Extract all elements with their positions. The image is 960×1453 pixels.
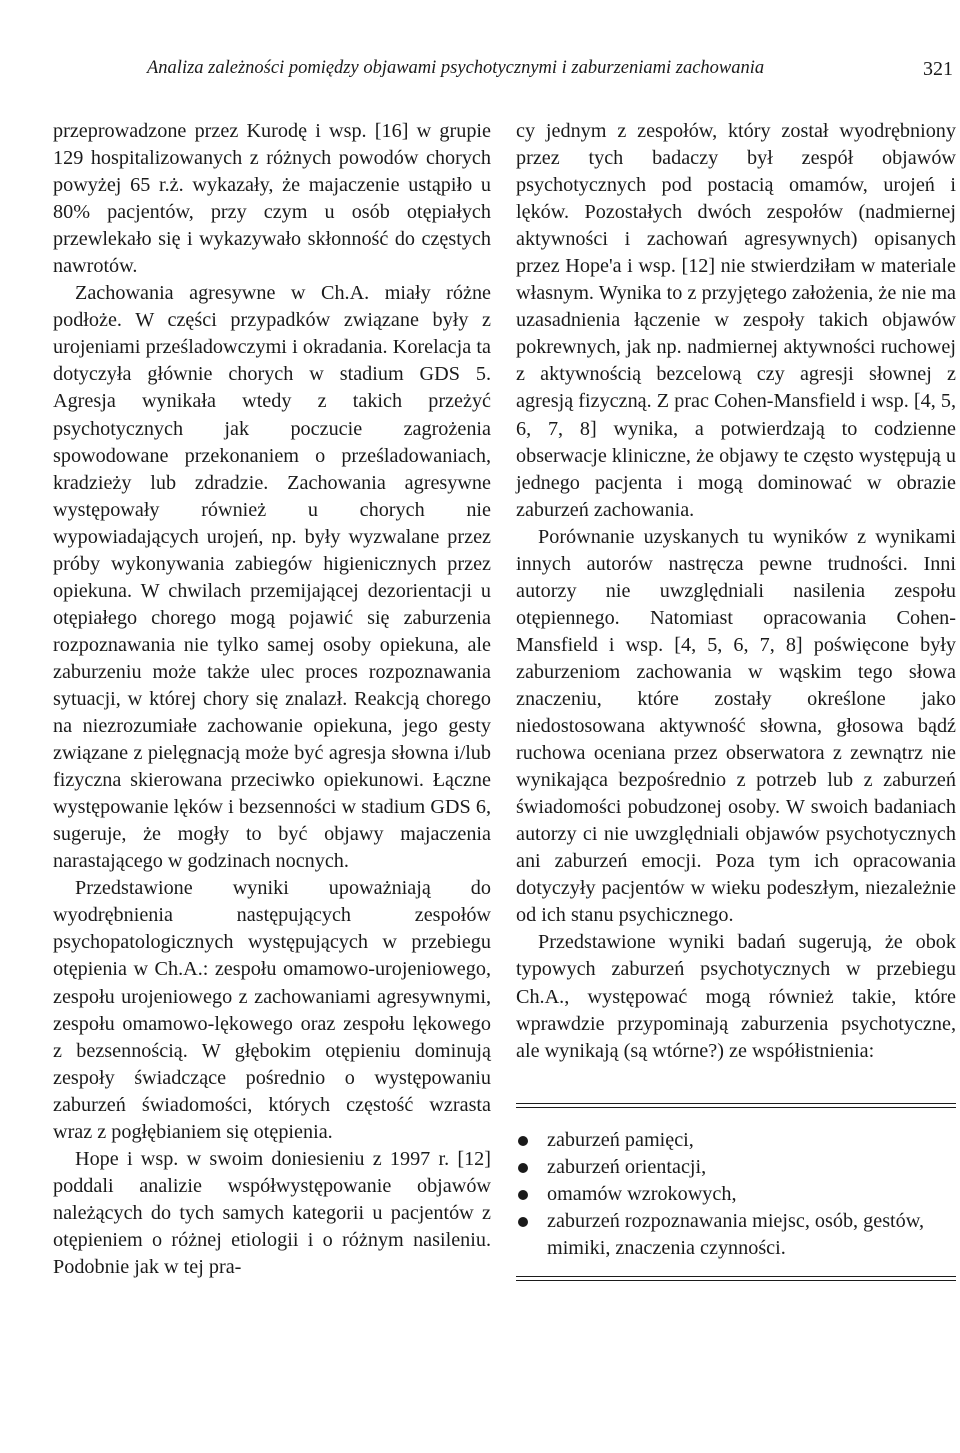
divider — [516, 1107, 956, 1108]
bullet-dot-icon — [518, 1190, 528, 1200]
paragraph-continued: cy jednym z zespołów, który został wyodrębniony przez tych badaczy był zespół objawów psychotycznych pod postacią omamów, urojeń i lęków. Pozostałych dwóch zespołów (nadmiernej aktywności i zachowań agresywnych) opisanych przez Hope'a i wsp. [12] nie stwierdziłam w materiale własnym. Wynika to z przyjętego założenia, że nie ma uzasadnienia łączenie w zespoły takich objawów pokrewnych, jak np. nadmiernej aktywności ruchowej z aktywnością bezcelową czy agresji słownej z agresją fizyczną. Z prac Cohen-Mansfield i wsp. [4, 5, 6, 7, 8] wynika, a potwierdzają to codzienne obserwacje kliniczne, że objawy te często występują u jednego pacjenta i mogą dominować w obrazie zaburzeń zachowania. — [516, 120, 956, 521]
bullet-dot-icon — [518, 1217, 528, 1227]
bullet-item — [516, 1208, 956, 1262]
paragraph: Porównanie uzyskanych tu wyników z wynikami innych autorów nastręcza pewne trudności. Inni autorzy nie uwzględniali nasilenia zespołu otępiennego. Natomiast opracowania Cohen-Mansfield i wsp. [4, 5, 6, 7, 8] poświęcone były zaburzeniom zachowania w wąskim tego słowa znaczeniu, które zostały określone jako niedostosowana aktywność słowna, głosowa bądź ruchowa oceniana przez obserwatora z zewnątrz nie wynikająca bezpośrednio z potrzeb lub z zaburzeń świadomości pobudzonej osoby. W swoich badaniach autorzy ci nie uwzględniali objawów psychotycznych ani zaburzeń emocji. Poza tym ich opracowania dotyczyły pacjentów w wieku podeszłym, niezależnie od ich stanu psychicznego. — [516, 525, 956, 927]
bullet-item — [516, 1181, 956, 1208]
bullet-item — [516, 1127, 956, 1154]
list-top-rule — [516, 1103, 956, 1108]
running-header — [0, 58, 958, 90]
page-number: 321 — [923, 58, 953, 80]
bullet-text: zaburzeń rozpoznawania miejsc, osób, gestów, mimiki, znaczenia czynności. — [547, 1209, 925, 1259]
bullet-dot-icon — [518, 1163, 528, 1173]
paragraph: Przedstawione wyniki badań sugerują, że obok typowych zaburzeń psychotycznych w przebiegu Ch.A., występować mogą również takie, które wprawdzie przypominają zaburzenia psychotyczne, ale wynikają (są wtórne?) ze współistnienia: — [516, 931, 956, 1062]
running-title: Analiza zależności pomiędzy objawami psychotycznymi i zaburzeniami zachowania — [147, 58, 765, 78]
divider — [516, 1280, 956, 1281]
bullet-text: omamów wzrokowych, — [547, 1182, 737, 1205]
divider — [516, 1276, 956, 1277]
bullet-text: zaburzeń pamięci, — [547, 1128, 694, 1151]
paragraph-continued: przeprowadzone przez Kurodę i wsp. [16] w grupie 129 hospitalizowanych z różnych powodów chorych powyżej 65 r.ż. wykazały, że majaczenie ustąpiło u 80% pacjentów, przy czym u osób otępiałych przewlekało się i wykazywało skłonność do częstych nawrotów. — [53, 120, 491, 278]
bullet-list — [516, 1127, 956, 1262]
paragraph: Zachowania agresywne w Ch.A. miały różne podłoże. W części przypadków związane były z urojeniami prześladowczymi i okradania. Korelacja ta dotyczyła głównie chorych w stadium GDS 5. Agresja wynikała wtedy z takich przeżyć psychotycznych jak poczucie zagrożenia spowodowane przekonaniem o prześladowaniach, kradzieży lub zdradzie. Zachowania agresywne występowały również u chorych nie wypowiadających urojeń, np. były wyzwalane przez próby wykonywania zabiegów higienicznych przez opiekuna. W chwilach przemijającej dezorientacji u otępiałego chorego mogą pojawić się zaburzenia rozpoznawania nie tylko samej osoby opiekuna, ale zaburzeniu może także ulec proces rozpoznawania sytuacji, w której chory się znalazł. Reakcją chorego na niezrozumiałe zachowanie opiekuna, jego gesty związane z pielęgnacją może być agresja słowna i/lub fizyczna skierowana przeciwko opiekunowi. Łączne występowanie lęków i bezsenności w stadium GDS 6, sugeruje, że mogły to być objawy majaczenia narastającego w godzinach nocnych. — [53, 282, 491, 873]
paragraph: Hope i wsp. w swoim doniesieniu z 1997 r. [12] poddali analizie współwystępowanie objawów należących do tych samych kategorii u pacjentów z otępieniem o różnej etiologii i o różnym nasileniu. Podobnie jak w tej pra- — [53, 1147, 491, 1278]
right-column — [516, 118, 956, 1281]
paragraph: Przedstawione wyniki upoważniają do wyodrębnienia następujących zespołów psychopatologicznych występujących w przebiegu otępienia w Ch.A.: zespołu omamowo-urojeniowego, zespołu urojeniowego z zachowaniami agresywnymi, zespołu omamowo-lękowego oraz zespołu lękowego z bezsennością. W głębokim otępieniu dominują zespoły świadczące pośrednio o występowaniu zaburzeń świadomości, których częstość wzrasta wraz z pogłębianiem się otępienia. — [53, 877, 491, 1143]
bullet-item — [516, 1154, 956, 1181]
list-bottom-rule — [516, 1276, 956, 1281]
left-column — [53, 118, 491, 1281]
bullet-dot-icon — [518, 1136, 528, 1146]
divider — [516, 1103, 956, 1104]
bullet-text: zaburzeń orientacji, — [547, 1155, 707, 1178]
